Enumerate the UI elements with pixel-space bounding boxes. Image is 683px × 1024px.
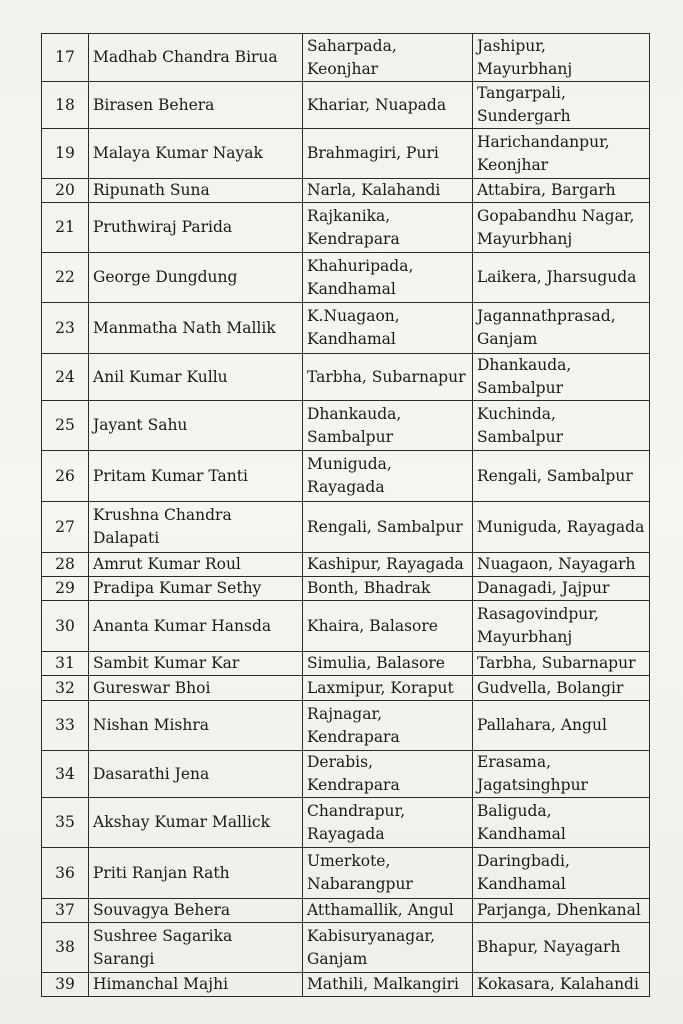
serial-number-cell: 26 [42,451,89,502]
posted-to-cell: Gopabandhu Nagar, Mayurbhanj [473,203,650,253]
serial-number-cell: 19 [42,129,89,179]
posted-from-cell: Kashipur, Rayagada [303,553,473,577]
posted-to-cell: Dhankauda, Sambalpur [473,354,650,401]
officer-name-cell: Ripunath Suna [89,179,303,203]
table-row [42,502,650,553]
posted-to-cell: Baliguda, Kandhamal [473,798,650,848]
posted-from-cell: Mathili, Malkangiri [303,973,473,997]
serial-number-cell: 23 [42,303,89,354]
serial-number-cell: 18 [42,82,89,129]
table-row [42,253,650,303]
posted-to-cell: Rasagovindpur, Mayurbhanj [473,601,650,652]
table-row [42,973,650,997]
officer-name-cell: Priti Ranjan Rath [89,848,303,899]
table-row [42,652,650,676]
posted-to-cell: Parjanga, Dhenkanal [473,899,650,923]
posted-from-cell: Rengali, Sambalpur [303,502,473,553]
posted-from-cell: Khahuripada, Kandhamal [303,253,473,303]
transfer-table-body [42,34,650,997]
posted-from-cell: Umerkote, Nabarangpur [303,848,473,899]
posted-from-cell: Dhankauda, Sambalpur [303,401,473,451]
serial-number-cell: 20 [42,179,89,203]
posted-to-cell: Rengali, Sambalpur [473,451,650,502]
posted-to-cell: Erasama, Jagatsinghpur [473,751,650,798]
posted-to-cell: Tarbha, Subarnapur [473,652,650,676]
posted-to-cell: Pallahara, Angul [473,701,650,751]
serial-number-cell: 30 [42,601,89,652]
officer-name-cell: Nishan Mishra [89,701,303,751]
posted-from-cell: Bonth, Bhadrak [303,577,473,601]
serial-number-cell: 33 [42,701,89,751]
serial-number-cell: 28 [42,553,89,577]
table-row [42,899,650,923]
table-row [42,34,650,82]
officer-name-cell: Sushree Sagarika Sarangi [89,923,303,973]
posted-from-cell: Brahmagiri, Puri [303,129,473,179]
table-row [42,179,650,203]
table-row [42,577,650,601]
table-row [42,701,650,751]
officer-name-cell: Krushna Chandra Dalapati [89,502,303,553]
table-row [42,82,650,129]
officer-name-cell: Akshay Kumar Mallick [89,798,303,848]
table-row [42,601,650,652]
table-row [42,451,650,502]
posted-from-cell: Derabis, Kendrapara [303,751,473,798]
table-row [42,676,650,701]
officer-name-cell: Himanchal Majhi [89,973,303,997]
posted-from-cell: Khaira, Balasore [303,601,473,652]
officer-name-cell: Anil Kumar Kullu [89,354,303,401]
posted-to-cell: Attabira, Bargarh [473,179,650,203]
posted-from-cell: Simulia, Balasore [303,652,473,676]
posted-to-cell: Tangarpali, Sundergarh [473,82,650,129]
serial-number-cell: 37 [42,899,89,923]
officer-name-cell: Jayant Sahu [89,401,303,451]
posted-to-cell: Danagadi, Jajpur [473,577,650,601]
posted-to-cell: Muniguda, Rayagada [473,502,650,553]
posted-to-cell: Jagannathprasad, Ganjam [473,303,650,354]
officer-name-cell: Malaya Kumar Nayak [89,129,303,179]
serial-number-cell: 24 [42,354,89,401]
officer-name-cell: Souvagya Behera [89,899,303,923]
posted-to-cell: Gudvella, Bolangir [473,676,650,701]
table-row [42,923,650,973]
posted-from-cell: Rajkanika, Kendrapara [303,203,473,253]
serial-number-cell: 29 [42,577,89,601]
table-row [42,553,650,577]
posted-to-cell: Laikera, Jharsuguda [473,253,650,303]
table-row [42,751,650,798]
officer-name-cell: Pruthwiraj Parida [89,203,303,253]
serial-number-cell: 35 [42,798,89,848]
posted-from-cell: Atthamallik, Angul [303,899,473,923]
posted-from-cell: Rajnagar, Kendrapara [303,701,473,751]
serial-number-cell: 21 [42,203,89,253]
posted-from-cell: Chandrapur, Rayagada [303,798,473,848]
officer-name-cell: Madhab Chandra Birua [89,34,303,82]
posted-from-cell: Narla, Kalahandi [303,179,473,203]
posted-to-cell: Jashipur, Mayurbhanj [473,34,650,82]
posted-from-cell: Tarbha, Subarnapur [303,354,473,401]
posted-to-cell: Harichandanpur, Keonjhar [473,129,650,179]
serial-number-cell: 36 [42,848,89,899]
posted-to-cell: Nuagaon, Nayagarh [473,553,650,577]
serial-number-cell: 25 [42,401,89,451]
table-row [42,848,650,899]
table-row [42,798,650,848]
table-row [42,354,650,401]
posted-to-cell: Daringbadi, Kandhamal [473,848,650,899]
posted-from-cell: Kabisuryanagar, Ganjam [303,923,473,973]
officer-name-cell: Birasen Behera [89,82,303,129]
table-row [42,203,650,253]
officer-name-cell: Manmatha Nath Mallik [89,303,303,354]
posted-to-cell: Kokasara, Kalahandi [473,973,650,997]
serial-number-cell: 31 [42,652,89,676]
transfer-table [41,33,650,997]
officer-name-cell: Sambit Kumar Kar [89,652,303,676]
officer-name-cell: Ananta Kumar Hansda [89,601,303,652]
officer-name-cell: George Dungdung [89,253,303,303]
serial-number-cell: 39 [42,973,89,997]
serial-number-cell: 34 [42,751,89,798]
table-row [42,129,650,179]
officer-name-cell: Pradipa Kumar Sethy [89,577,303,601]
serial-number-cell: 17 [42,34,89,82]
posted-from-cell: K.Nuagaon, Kandhamal [303,303,473,354]
posted-from-cell: Saharpada, Keonjhar [303,34,473,82]
table-row [42,401,650,451]
posted-from-cell: Laxmipur, Koraput [303,676,473,701]
serial-number-cell: 27 [42,502,89,553]
officer-name-cell: Amrut Kumar Roul [89,553,303,577]
posted-from-cell: Muniguda, Rayagada [303,451,473,502]
serial-number-cell: 38 [42,923,89,973]
posted-from-cell: Khariar, Nuapada [303,82,473,129]
officer-name-cell: Gureswar Bhoi [89,676,303,701]
posted-to-cell: Kuchinda, Sambalpur [473,401,650,451]
table-row [42,303,650,354]
serial-number-cell: 22 [42,253,89,303]
posted-to-cell: Bhapur, Nayagarh [473,923,650,973]
officer-name-cell: Pritam Kumar Tanti [89,451,303,502]
serial-number-cell: 32 [42,676,89,701]
officer-name-cell: Dasarathi Jena [89,751,303,798]
